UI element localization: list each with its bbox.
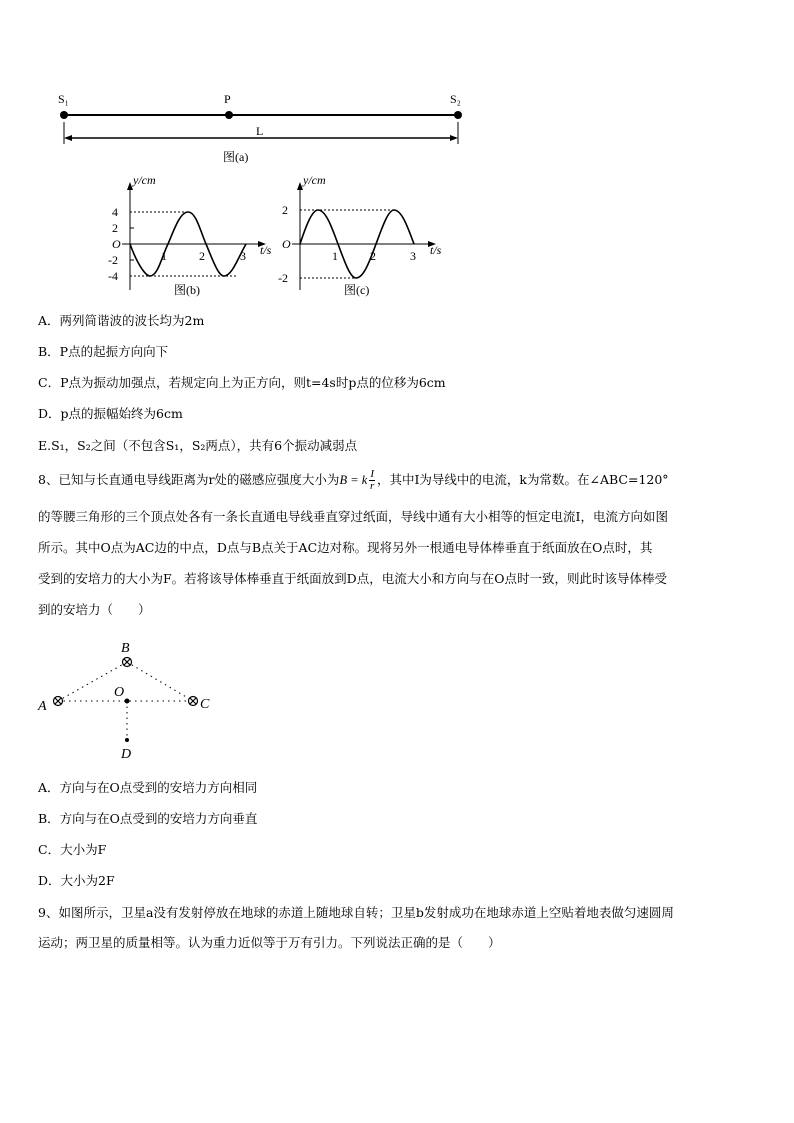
q7-option-d: D．p点的振幅始终为6cm xyxy=(38,406,183,421)
figure-a xyxy=(40,85,490,170)
xlabel-b: t/s xyxy=(260,243,272,257)
xtick-c-1: 2 xyxy=(370,249,376,263)
caption-a: 图(a) xyxy=(223,150,249,164)
q8-option-b: B．方向与在O点受到的安培力方向垂直 xyxy=(38,811,258,826)
label-l: L xyxy=(256,124,264,138)
ylabel-c: y/cm xyxy=(303,173,326,187)
ytick-b-1: 2 xyxy=(112,221,118,235)
xtick-b-2: 3 xyxy=(240,249,246,263)
caption-c: 图(c) xyxy=(344,283,370,297)
figure-q8 xyxy=(30,636,220,766)
q8-line-4: 受到的安培力的大小为F。若将该导体棒垂直于纸面放到D点，电流大小和方向与在O点时一致，则此时该导体棒受 xyxy=(38,571,667,586)
formula-den: r xyxy=(370,480,375,492)
q8-option-d: D．大小为2F xyxy=(38,873,115,888)
point-d xyxy=(125,738,129,742)
point-o xyxy=(125,699,130,704)
figure-c xyxy=(270,172,450,302)
q8-line-2: 的等腰三角形的三个顶点处各有一条长直通电导线垂直穿过纸面，导线中通有大小相等的恒定电流I，电流方向如图 xyxy=(38,509,668,524)
ytick-c-1: -2 xyxy=(278,271,288,285)
xtick-b-1: 2 xyxy=(199,249,205,263)
ytick-c-0: 2 xyxy=(282,203,288,217)
xtick-c-0: 1 xyxy=(332,249,338,263)
formula-num: I xyxy=(370,468,374,480)
q8-option-a: A．方向与在O点受到的安培力方向相同 xyxy=(38,780,258,795)
point-s2 xyxy=(454,111,462,119)
ytick-b-2: -2 xyxy=(108,253,118,267)
label-c: C xyxy=(200,697,210,712)
xlabel-c: t/s xyxy=(430,243,442,257)
q7-option-c: C．P点为振动加强点，若规定向上为正方向，则t=4s时p点的位移为6cm xyxy=(38,375,446,390)
label-b: B xyxy=(121,641,130,656)
q8-line-5: 到的安培力（ ） xyxy=(38,602,151,617)
origin-c: O xyxy=(282,237,291,251)
q8-option-c: C．大小为F xyxy=(38,842,107,857)
q7-option-a: A．两列简谐波的波长均为2m xyxy=(38,313,205,328)
point-s1 xyxy=(60,111,68,119)
ytick-b-3: -4 xyxy=(108,269,118,283)
wire-a xyxy=(54,697,63,706)
label-s2: S₂ xyxy=(450,92,461,106)
label-p: P xyxy=(224,92,231,106)
xtick-b-0: 1 xyxy=(161,249,167,263)
label-a: A xyxy=(38,699,47,714)
wire-c xyxy=(189,697,198,706)
q7-option-b: B．P点的起振方向向下 xyxy=(38,344,169,359)
caption-b: 图(b) xyxy=(174,283,200,297)
q8-line-1b: ，其中I为导线中的电流，k为常数。在∠ABC=120° xyxy=(376,472,669,487)
q9-line-1: 9、如图所示，卫星a没有发射停放在地球的赤道上随地球自转；卫星b发射成功在地球赤道上空贴着地表做匀速圆周 xyxy=(38,905,674,920)
q9-line-2: 运动；两卫星的质量相等。认为重力近似等于万有引力。下列说法正确的是（ ） xyxy=(38,935,501,950)
ytick-b-0: 4 xyxy=(112,205,118,219)
formula-lhs: B = k xyxy=(339,473,368,487)
point-p xyxy=(225,111,233,119)
ylabel-b: y/cm xyxy=(133,173,156,187)
label-s1: S₁ xyxy=(58,92,69,106)
figure-b xyxy=(100,172,280,302)
q8-line-1 xyxy=(38,469,758,492)
origin-b: O xyxy=(112,237,121,251)
formula-fraction xyxy=(369,469,375,492)
q8-line-1a: 8、已知与长直通电导线距离为r处的磁感应强度大小为 xyxy=(38,472,340,487)
q7-option-e: E.S₁，S₂之间（不包含S₁，S₂两点），共有6个振动减弱点 xyxy=(38,438,358,453)
q8-line-3: 所示。其中O点为AC边的中点，D点与B点关于AC边对称。现将另外一根通电导体棒垂直于纸面放在O点时，其 xyxy=(38,540,653,555)
label-o: O xyxy=(114,685,125,700)
xtick-c-2: 3 xyxy=(410,249,416,263)
wire-b xyxy=(123,658,132,667)
label-d: D xyxy=(121,747,132,762)
